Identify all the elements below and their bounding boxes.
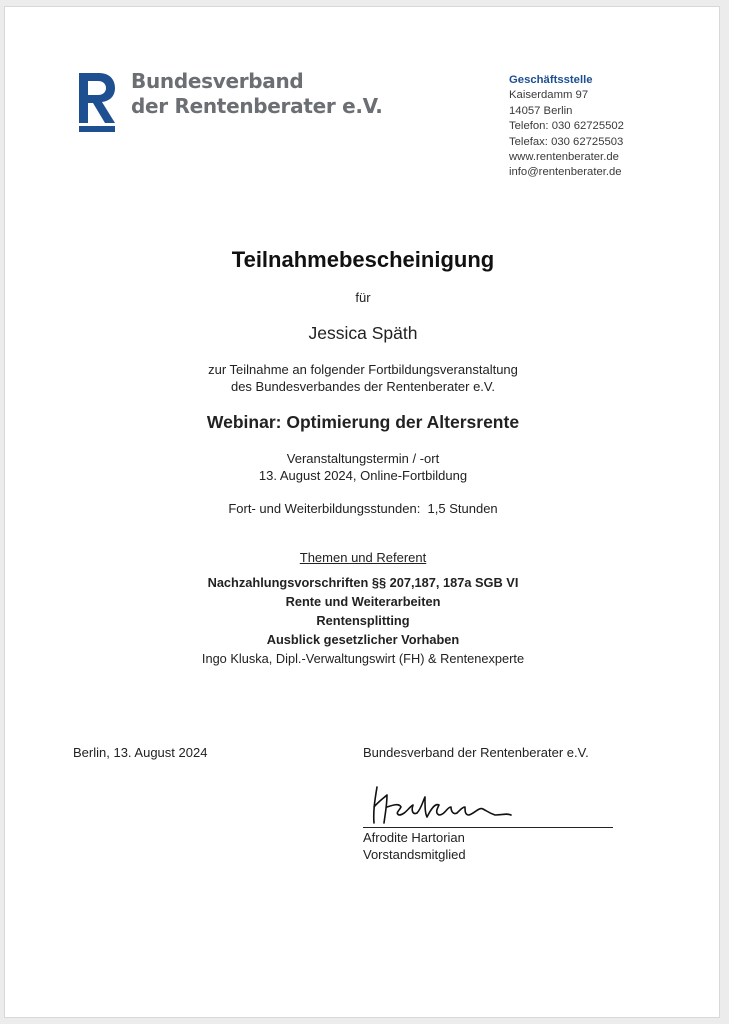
logo-icon	[77, 71, 117, 133]
hours-line	[5, 501, 721, 516]
place-date: Berlin, 13. August 2024	[73, 745, 208, 760]
signatory-name: Afrodite Hartorian	[363, 830, 465, 845]
contact-web[interactable]: www.rentenberater.de	[509, 151, 619, 164]
hours-label: Fort- und Weiterbildungsstunden:	[228, 501, 421, 516]
contact-heading: Geschäftsstelle	[509, 74, 593, 86]
contact-city: 14057 Berlin	[509, 104, 573, 117]
for-label: für	[355, 290, 371, 305]
signature	[365, 777, 525, 829]
contact-block	[509, 73, 624, 181]
topic-item: Ausblick gesetzlicher Vorhaben	[266, 632, 460, 647]
issuer: Bundesverband der Rentenberater e.V.	[363, 745, 589, 760]
topics-heading: Themen und Referent	[299, 550, 427, 565]
certificate-page	[4, 6, 720, 1018]
topics-list	[5, 573, 721, 668]
hours-value: 1,5 Stunden	[427, 501, 498, 516]
intro-line2: des Bundesverbandes der Rentenberater e.V.	[230, 379, 496, 394]
org-name-line1: Bundesverband	[131, 69, 304, 93]
date-value: 13. August 2024, Online-Fortbildung	[258, 468, 468, 483]
org-name-line2: der Rentenberater e.V.	[131, 94, 383, 118]
intro-line1: zur Teilnahme an folgender Fortbildungsveranstaltung	[208, 362, 518, 377]
event-title: Webinar: Optimierung der Altersrente	[206, 412, 520, 432]
contact-email[interactable]: info@rentenberater.de	[509, 166, 622, 179]
signature-line	[363, 827, 613, 828]
contact-fax: Telefax: 030 62725503	[509, 135, 624, 148]
contact-phone: Telefon: 030 62725502	[509, 120, 624, 133]
topic-item: Nachzahlungsvorschriften §§ 207,187, 187a SGB VI	[207, 575, 519, 590]
contact-street: Kaiserdamm 97	[509, 89, 589, 102]
topic-item: Rentensplitting	[316, 613, 410, 628]
signatory-role: Vorstandsmitglied	[363, 847, 466, 862]
topic-item: Rente und Weiterarbeiten	[285, 594, 441, 609]
speaker: Ingo Kluska, Dipl.-Verwaltungswirt (FH) & Rentenexperte	[201, 651, 525, 666]
certificate-title: Teilnahmebescheinigung	[231, 247, 495, 272]
date-label: Veranstaltungstermin / -ort	[286, 451, 440, 466]
recipient-name: Jessica Späth	[308, 323, 418, 343]
